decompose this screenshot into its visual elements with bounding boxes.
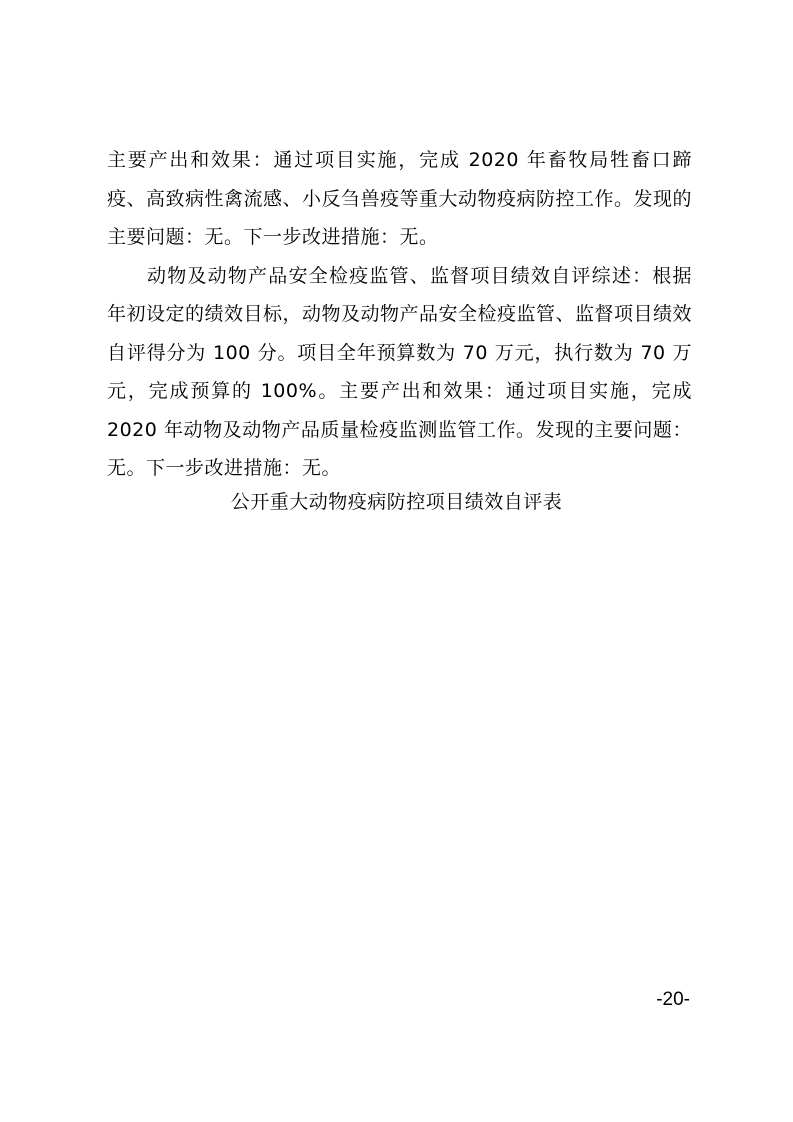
page-number: -20- [656,989,690,1010]
document-body [107,141,692,488]
paragraph-livestock-disease-outcome: 主要产出和效果：通过项目实施，完成 2020 年畜牧局牲畜口蹄疫、高致病性禽流感、小反刍兽疫等重大动物疫病防控工作。发现的主要问题：无。下一步改进措施：无。 [107,149,693,248]
paragraph-quarantine-supervision-summary: 动物及动物产品安全检疫监管、监督项目绩效自评综述：根据年初设定的绩效目标，动物及动物产品安全检疫监管、监督项目绩效自评得分为 100 分。项目全年预算数为 70 万元，执行数为 70 万元，完成预算的 100%。主要产出和效果：通过项目实施，完成 2020 年动物及动物产品质量检疫监测监管工作。发现的主要问题：无。下一步改进措施：无。 [107,264,693,479]
table-title: 公开重大动物疫病防控项目绩效自评表 [230,491,563,513]
